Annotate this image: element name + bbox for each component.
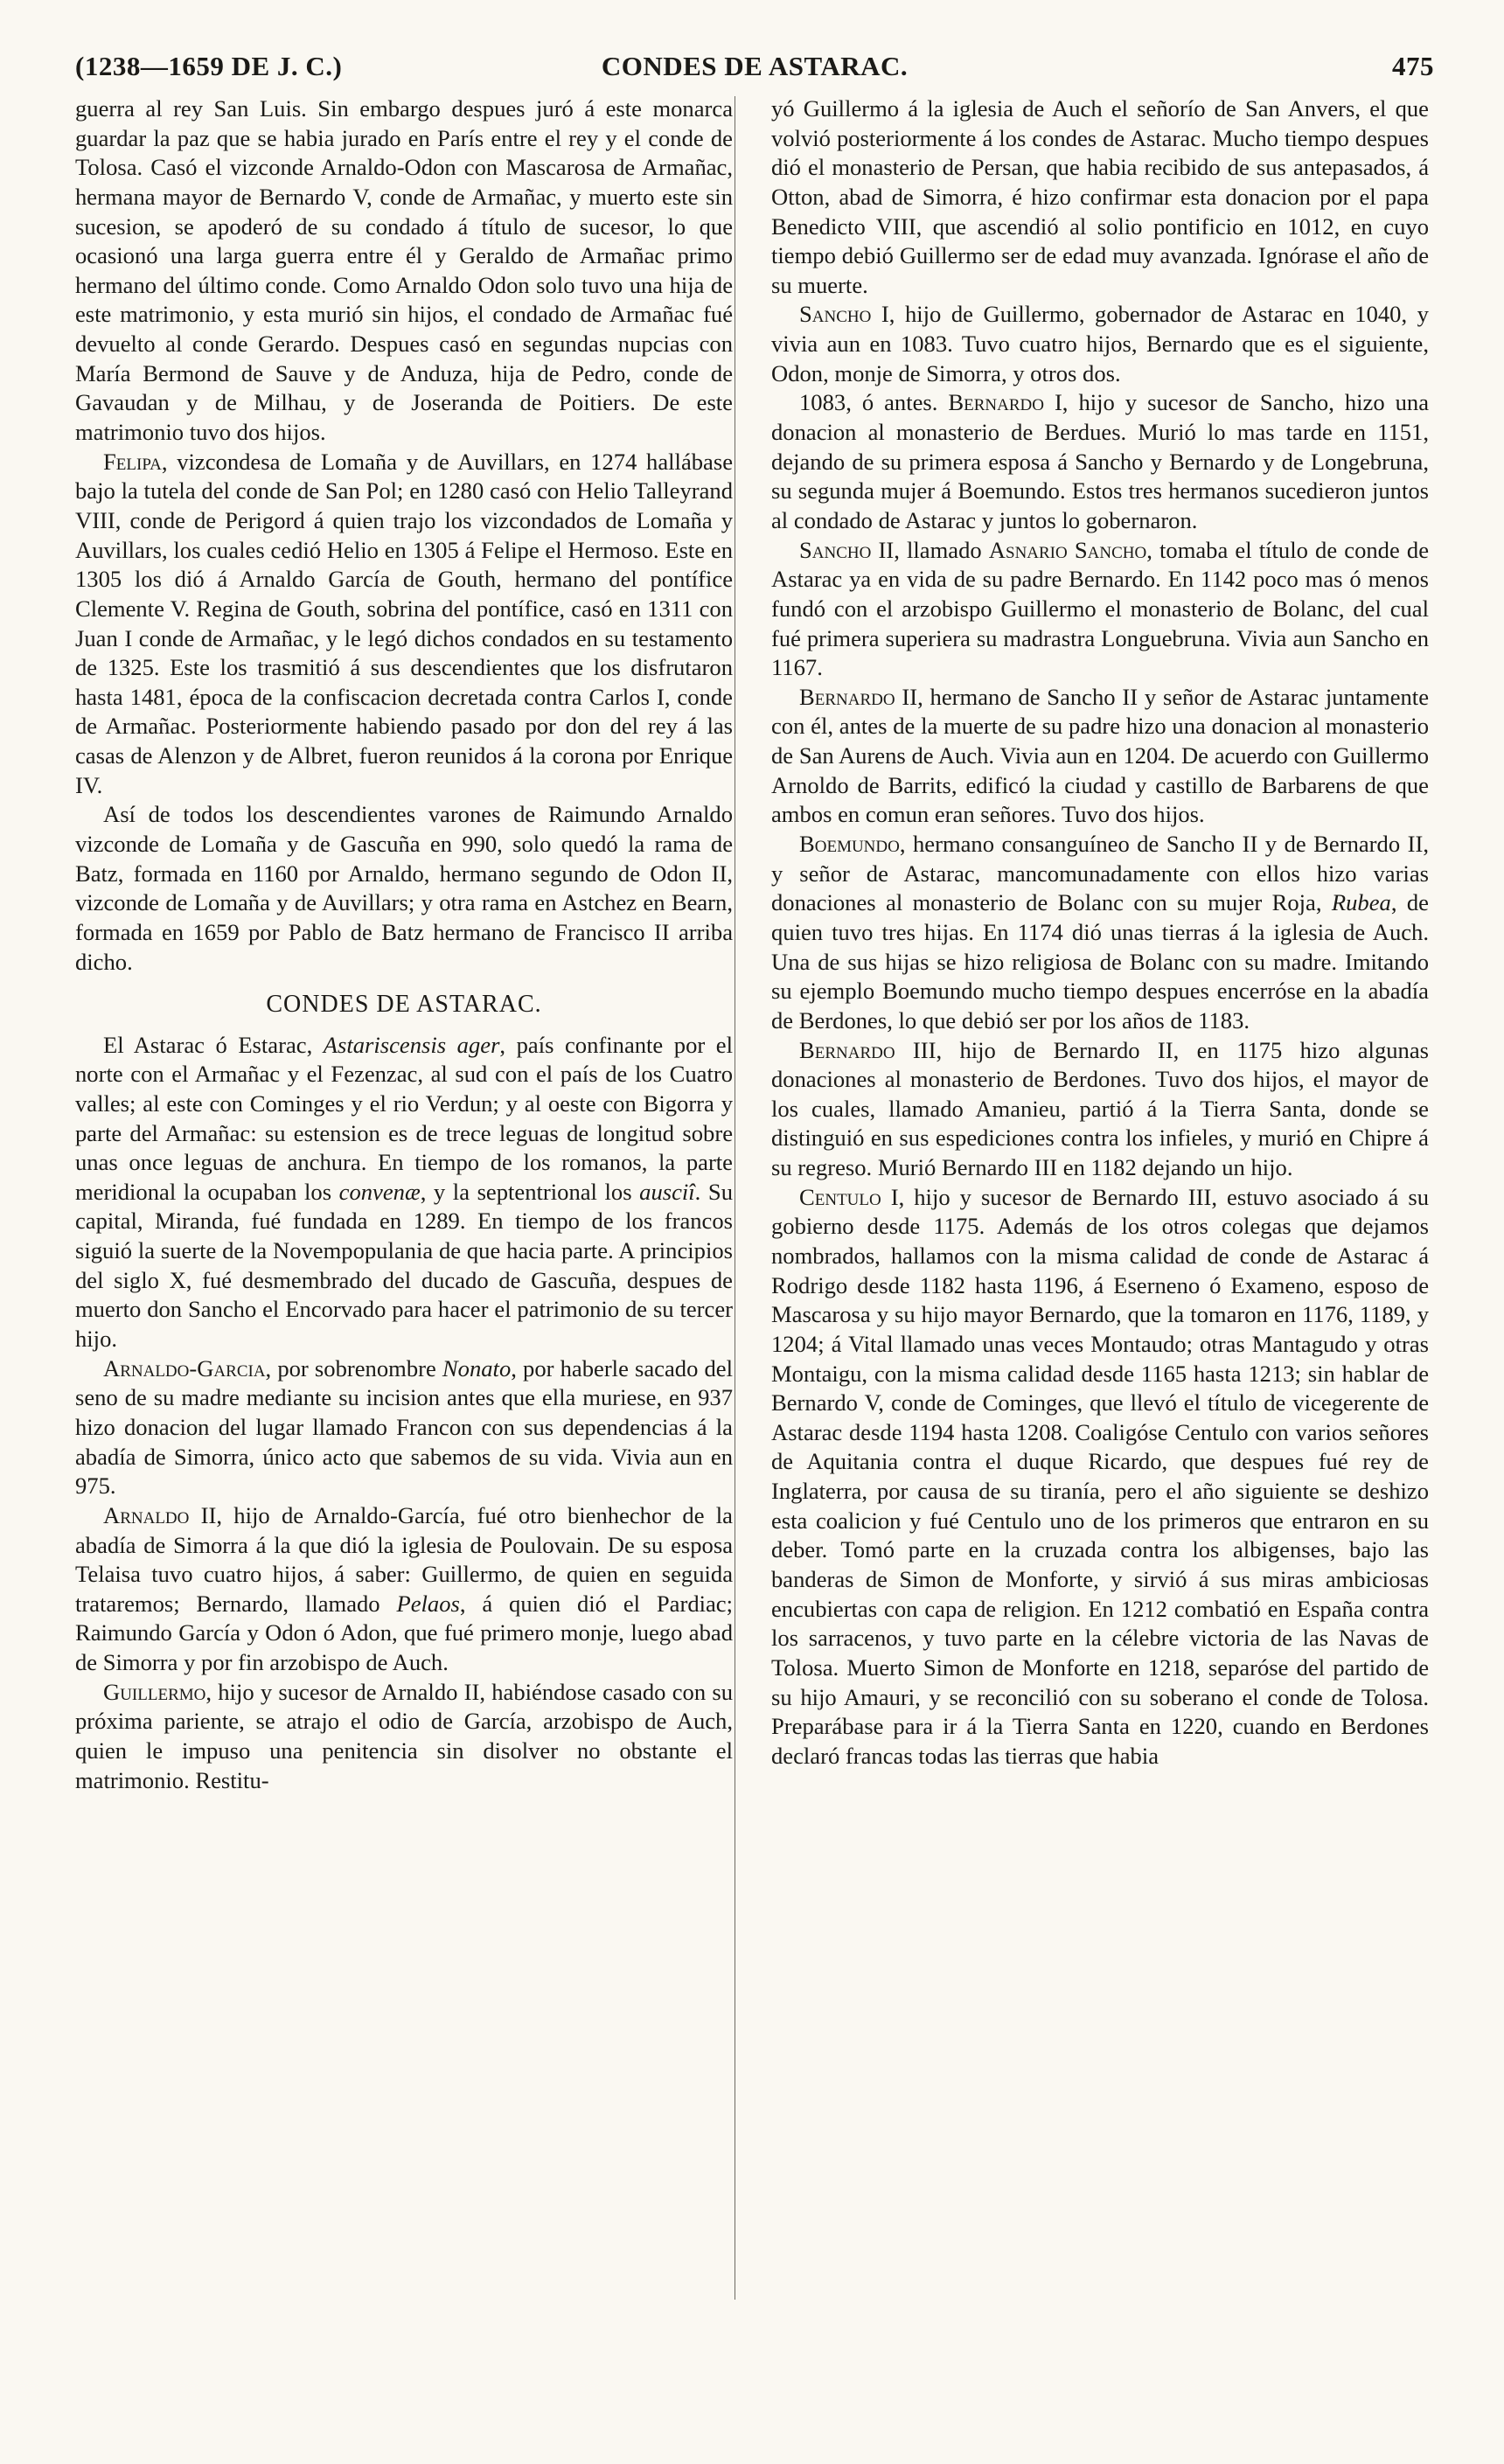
text-run: hijo de Arnaldo-García, fué otro bienhechor de la abadía de Simorra á la que dió la iglesia de Poulovain. De su esposa Telaisa tuvo cuatro hijos, á saber: Guillermo, de quien en seguida trataremos; Bernardo, llamado [75, 1501, 733, 1617]
entry-name: Boemundo, [799, 831, 906, 858]
latin-term: Rubea [1331, 889, 1391, 916]
entry-name: Bernardo I, [948, 389, 1069, 416]
entry-name: Felipa, [103, 448, 168, 475]
paragraph [75, 1354, 733, 1501]
entry-name: Bernardo III, [799, 1036, 943, 1063]
entry-name: Bernardo II, [799, 683, 923, 710]
text-run: . Su capital, Miranda, fué fundada en 1289. En tiempo de los francos siguió la suerte de la Novempopulania de que hacia parte. A principios del siglo X, fué desmembrado del ducado de Gascuña, despues de muerto don Sancho el Encorvado para hacer el patrimonio de su tercer hijo. [75, 1178, 733, 1353]
text-run: llamado [899, 536, 989, 563]
paragraph [75, 1031, 733, 1354]
text-run: , tomaba el título de conde de Astarac ya en vida de su padre Bernardo. En 1142 poco mas ó menos fundó con el arzobispo Guillermo el monasterio de Bolanc, del cual fué primera superiera su madrastra Longuebruna. Vivia aun Sancho en 1167. [771, 536, 1429, 681]
text-run: , á quien dió el Pardiac; Raimundo García y Odon ó Adon, que fué primero monje, luego abad de Simorra y por fin arzobispo de Auch. [75, 1590, 733, 1676]
paragraph [771, 1036, 1429, 1183]
paragraph [771, 536, 1429, 683]
paragraph: yó Guillermo á la iglesia de Auch el señorío de San Anvers, el que volvió posteriormente á los condes de Astarac. Mucho tiempo despues dió el monasterio de Persan, que habia recibido de sus antepasados, á Otton, abad de Simorra, é hizo confirmar esta donacion por el papa Benedicto VIII, que ascendió al solio pontificio en 1012, en cuyo tiempo debió Guillermo ser de edad muy avanzada. Ignórase el año de su muerte. [771, 95, 1429, 298]
running-header [75, 51, 1434, 86]
nickname: Pelaos [396, 1590, 460, 1617]
latin-term: Astariscensis ager [323, 1031, 500, 1058]
right-column [771, 94, 1429, 1771]
paragraph [75, 1501, 733, 1678]
paragraph [771, 683, 1429, 830]
entry-name: Guillermo, [103, 1678, 212, 1705]
text-run: , de quien tuvo tres hijas. En 1174 dió unas tierras á la iglesia de Auch. Una de sus hijas se hizo religiosa de Bolanc con su madre. Imitando su ejemplo Boemundo mucho tiempo despues encerróse en la abadía de Berdones, lo que debió ser por los años de 1183. [771, 889, 1429, 1034]
page-title: CONDES DE ASTARAC. [601, 51, 909, 81]
alias: Asnario Sancho [988, 536, 1147, 563]
entry-name: Sancho II, [799, 536, 900, 563]
latin-term: ausciî [639, 1178, 695, 1205]
text-run: hijo de Bernardo II, en 1175 hizo algunas donaciones al monasterio de Berdones. Tuvo dos hijos, el mayor de los cuales, llamado Amanieu, partió á la Tierra Santa, donde se distinguió en sus espediciones contra los infieles, y murió en Chipre á su regreso. Murió Bernardo III en 1182 dejando un hijo. [771, 1036, 1429, 1181]
text-run: hijo y sucesor de Bernardo III, estuvo asociado á su gobierno desde 1175. Además de los otros colegas que dejamos nombrados, hallamos con la misma calidad de conde de Astarac á Rodrigo desde 1182 hasta 1196, á Eserneno ó Exameno, esposo de Mascarosa y su hijo mayor Bernardo, que la tomaron en 1176, 1189, y 1204; á Vital llamado unas veces Montaudo; otras Mantagudo y otras Montaigu, con la misma calidad desde 1165 hasta 1213; sin hablar de Bernardo V, conde de Cominges, que llevó el título de vicegerente de Astarac desde 1194 hasta 1208. Coaligóse Centulo con varios señores de Aquitania contra el duque Ricardo, que despues fué rey de Inglaterra, por causa de su tiranía, pero el año siguiente se deshizo esta coalicion y fué Centulo uno de los primeros que entraron en su deber. Tomó parte en la cruzada contra los albigenses, bajo las banderas de Simon de Monforte, y sirvió á sus miras ambiciosas encubiertas con capa de religion. En 1212 combatió en España contra los sarracenos, y tuvo parte en la célebre victoria de las Navas de Tolosa. Muerto Simon de Monforte en 1218, separóse del partido de su hijo Amauri, y se reconcilió con su soberano el conde de Tolosa. Preparábase para ir á la Tierra Santa en 1220, cuando en Berdones declaró francas todas las tierras que habia [771, 1183, 1430, 1769]
nickname: Nonato [442, 1354, 512, 1382]
text-run: hijo de Guillermo, gobernador de Astarac en 1040, y vivia aun en 1083. Tuvo cuatro hijos, Bernardo que es el siguiente, Odon, monje de Simorra, y otros dos. [771, 301, 1429, 386]
text-run: por sobrenombre [271, 1354, 442, 1382]
text-run: hermano consanguíneo de Sancho II y de Bernardo II, y señor de Astarac, mancomunadamente con ellos hizo varias donaciones al monasterio de Bolanc con su mujer Roja, [771, 831, 1429, 916]
entry-name: Arnaldo II, [103, 1501, 223, 1528]
latin-term: convenæ [338, 1178, 421, 1205]
paragraph [75, 448, 733, 801]
paragraph [771, 830, 1429, 1035]
entry-name: Sancho I, [799, 301, 895, 328]
page-number: 475 [1392, 51, 1434, 81]
text-run: , país confinante por el norte con el Armañac y el Fezenzac, al sud con el país de los Cuatro valles; al este con Cominges y el rio Verdun; y al oeste con Bigorra y parte del Armañac: su estension es de trece leguas de longitud sobre unas once leguas de anchura. En tiempo de los romanos, la parte meridional la ocupaban los [75, 1031, 733, 1205]
text-run: hermano de Sancho II y señor de Astarac juntamente con él, antes de la muerte de su padre hizo una donacion al monasterio de San Aurens de Auch. Vivia aun en 1204. De acuerdo con Guillermo Arnoldo de Barrits, edificó la ciudad y castillo de Barbarens de que ambos en comun eran señores. Tuvo dos hijos. [771, 683, 1429, 828]
paragraph [771, 1183, 1429, 1771]
text-run: hijo y sucesor de Arnaldo II, habiéndose casado con su próxima pariente, se atrajo el odio de García, arzobispo de Auch, quien le impuso una penitencia sin disolver no obstante el matrimonio. Restitu- [75, 1678, 733, 1793]
date-range: (1238—1659 DE J. C.) [75, 51, 343, 81]
paragraph: Así de todos los descendientes varones de Raimundo Arnaldo vizconde de Lomaña y de Gascuña en 990, solo quedó la rama de Batz, formada en 1160 por Arnaldo, hermano segundo de Odon II, vizconde de Lomaña y de Auvillars; y otra rama en Astchez en Bearn, formada en 1659 por Pablo de Batz hermano de Francisco II arriba dicho. [75, 801, 733, 975]
text-run: El Astarac ó Estarac, [103, 1031, 324, 1058]
paragraph [771, 300, 1429, 388]
entry-name: Arnaldo-Garcia, [103, 1354, 272, 1382]
text-run: hijo y sucesor de Sancho, hizo una donacion al monasterio de Berdues. Murió lo mas tarde en 1151, dejando de su primera esposa á Sancho y Bernardo y de Longebruna, su segunda mujer á Boemundo. Estos tres hermanos sucedieron juntos al condado de Astarac y juntos lo gobernaron. [771, 389, 1430, 533]
paragraph [771, 388, 1429, 535]
entry-name: Centulo I, [799, 1183, 905, 1210]
entry-text: vizcondesa de Lomaña y de Auvillars, en 1274 hallábase bajo la tutela del conde de San Pol; en 1280 casó con Helio Talleyrand VIII, conde de Perigord á quien trajo los vizcondados de Lomaña y Auvillars, los cuales cedió Helio en 1305 á Felipe el Hermoso. Este en 1305 los dió á Arnaldo García de Gouth, hermano del pontífice Clemente V. Regina de Gouth, sobrina del pontífice, casó en 1311 con Juan I conde de Armañac, y le legó dichos condados en su testamento de 1325. Este los trasmitió á sus descendientes que los disfrutaron hasta 1481, época de la confiscacion decretada contra Carlos I, conde de Armañac. Posteriormente habiendo pasado por don del rey á las casas de Alenzon y de Albret, fueron reunidos á la corona por Enrique IV. [75, 448, 733, 798]
text-run: , y la septentrional los [420, 1178, 640, 1205]
section-heading: CONDES DE ASTARAC. [266, 991, 542, 1019]
text-run: 1083, ó antes. [799, 389, 949, 416]
text-run: , por haberle sacado del seno de su madre mediante su incision antes que ella muriese, en 937 hizo donacion del lugar llamado Francon con sus dependencias á la abadía de Simorra, único acto que sabemos de su vida. Vivia aun en 975. [75, 1354, 733, 1500]
left-column [75, 94, 733, 1795]
paragraph [75, 1678, 733, 1796]
paragraph: guerra al rey San Luis. Sin embargo despues juró á este monarca guardar la paz que se habia jurado en París entre el rey y el conde de Tolosa. Casó el vizconde Arnaldo-Odon con Mascarosa de Armañac, hermana mayor de Bernardo V, conde de Armañac, y muerto este sin sucesion, se apoderó de su condado á título de sucesor, lo que ocasionó una larga guerra entre él y Geraldo de Armañac primo hermano del último conde. Como Arnaldo Odon solo tuvo una hija de este matrimonio, y esta murió sin hijos, el condado de Armañac fué devuelto al conde Gerardo. Despues casó en segundas nupcias con María Bermond de Sauve y de Anduza, hija de Pedro, conde de Gavaudan y de Milhau, y de Joseranda de Poitiers. De este matrimonio tuvo dos hijos. [75, 95, 733, 446]
